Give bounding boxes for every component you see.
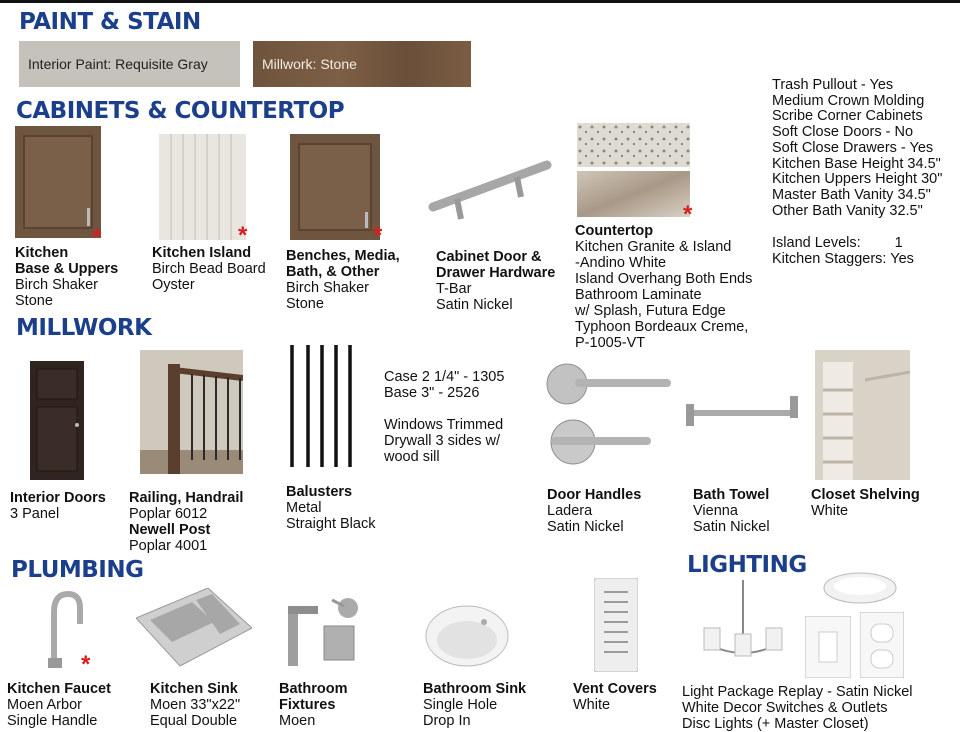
balusters-text: Balusters Metal Straight Black [286,484,376,532]
closet-shelving-text: Closet Shelving White [811,487,920,519]
vent-cover-image [594,578,638,672]
railing-text: Railing, Handrail Poplar 6012 Newell Post Poplar 4001 [129,490,244,554]
interior-doors-text: Interior Doors 3 Panel [10,490,106,522]
disc-light-image [822,570,898,606]
balusters-image [286,345,356,467]
island-levels: Island Levels: 1 [772,235,903,251]
chandelier-image [700,580,786,674]
interior-door-image [30,361,84,480]
door-handles-image [545,360,673,470]
kitchen-cabinet-text: Kitchen Base & Uppers Birch Shaker Stone [15,245,119,309]
island-text: Kitchen Island Birch Bead Board Oyster [152,245,266,293]
bathroom-sink-image [424,604,510,668]
kitchen-faucet-text: Kitchen Faucet Moen Arbor Single Handle [7,681,111,729]
granite-sample-image [577,123,690,167]
upgrade-star-icon: * [373,222,383,249]
hardware-text: Cabinet Door & Drawer Hardware T-Bar Satin Nickel [436,249,556,313]
kitchen-sink-image [136,588,252,672]
benches-cabinet-image [290,134,380,240]
decor-outlet-image [860,612,904,678]
interior-paint-swatch: Interior Paint: Requisite Gray [19,41,240,87]
trim-text: Case 2 1/4" - 1305 Base 3" - 2526 Windows Trimmed Drywall 3 sides w/ wood sill [384,369,505,465]
tbar-pull-image [425,155,555,225]
island-beadboard-image [159,134,246,240]
bath-towel-text: Bath Towel Vienna Satin Nickel [693,487,770,535]
benches-text: Benches, Media, Bath, & Other Birch Shaker Stone [286,248,400,312]
upgrade-star-icon: * [238,222,248,249]
kitchen-cabinet-image [15,126,101,238]
countertop-text: Countertop Kitchen Granite & Island -Andino White Island Overhang Both Ends Bathroom Laminate w/ Splash, Futura Edge Typhoon Bordeaux Creme, P-1005-VT [575,223,753,351]
kitchen-staggers: Kitchen Staggers: Yes [772,251,914,267]
section-header-cabinets: CABINETS & COUNTERTOP [16,98,345,124]
towel-bar-image [686,396,798,432]
upgrade-star-icon: * [92,224,102,251]
bathroom-fixtures-text: Bathroom Fixtures Moen [279,681,348,729]
upgrade-star-icon: * [683,201,693,228]
closet-shelving-image [815,350,910,480]
section-header-lighting: LIGHTING [687,552,807,578]
upgrade-star-icon: * [81,651,91,678]
bathroom-sink-text: Bathroom Sink Single Hole Drop In [423,681,527,729]
section-header-millwork: MILLWORK [16,315,152,341]
top-border [0,0,960,3]
lighting-text: Light Package Replay - Satin Nickel White Decor Switches & Outlets Disc Lights (+ Master Closet) [682,684,913,732]
section-header-paint: PAINT & STAIN [19,9,201,35]
bathroom-fixtures-image [284,596,370,670]
kitchen-sink-text: Kitchen Sink Moen 33"x22" Equal Double [150,681,241,729]
laminate-sample-image [577,171,690,217]
decor-switch-image [805,616,851,678]
millwork-stain-swatch: Millwork: Stone [253,41,471,87]
cabinet-options-list: Trash Pullout - Yes Medium Crown Molding Scribe Corner Cabinets Soft Close Doors - No Soft Close Drawers - Yes Kitchen Base Height 34.5" Kitchen Uppers Height 30" Master Bath Vanity 34.5" Other Bath Vanity 32.5" [772,77,943,219]
door-handles-text: Door Handles Ladera Satin Nickel [547,487,642,535]
railing-image [140,350,243,474]
kitchen-faucet-image [40,590,86,670]
section-header-plumbing: PLUMBING [11,557,144,583]
vent-covers-text: Vent Covers White [573,681,657,713]
